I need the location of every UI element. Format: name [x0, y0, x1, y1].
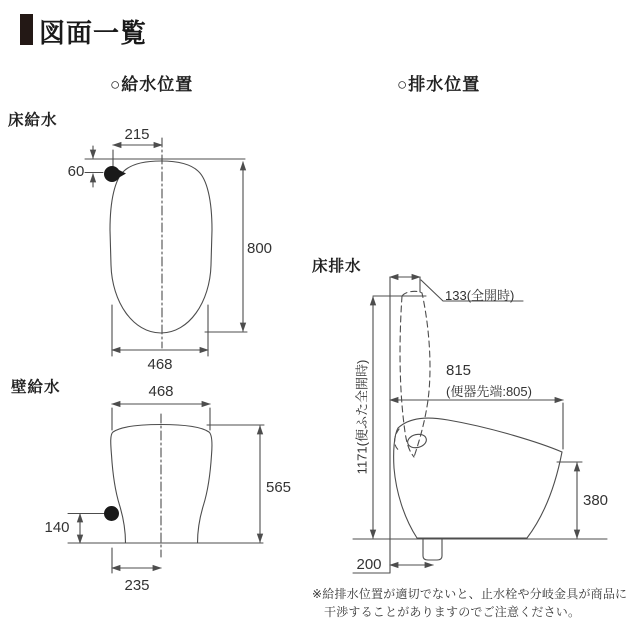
- lid-hinge: [406, 432, 428, 449]
- page-title: 図面一覧: [39, 18, 148, 48]
- dim-drain-depth: 815: [446, 362, 472, 379]
- floor-supply-label: 床給水: [8, 112, 58, 129]
- drain-section-heading: ○排水位置: [397, 75, 481, 94]
- dim-wall-supply-height: 565: [266, 479, 292, 496]
- title-accent-bar: [20, 14, 33, 45]
- dim-drain-lid-depth: 133(全開時): [445, 288, 515, 303]
- dim-wall-supply-offset: 235: [124, 577, 150, 594]
- footnote-line-2: 干渉することがありますのでご注意ください。: [324, 605, 581, 619]
- supply-position-dot-floor: [104, 166, 120, 182]
- dim-drain-depth-note: (便器先端:805): [446, 384, 532, 399]
- floor-supply-drawing: [85, 138, 247, 356]
- dim-floor-supply-top-offset: 215: [124, 126, 150, 143]
- dim-floor-supply-depth: 800: [247, 240, 273, 257]
- dim-drain-seat-height: 380: [583, 492, 609, 509]
- wall-supply-label: 壁給水: [11, 379, 61, 396]
- floor-drain-label: 床排水: [312, 258, 362, 275]
- wall-supply-drawing: [68, 404, 264, 573]
- dim-wall-supply-supply-height: 140: [44, 519, 70, 536]
- open-lid-outline: [400, 296, 414, 457]
- floor-drain-drawing: [353, 277, 607, 573]
- dim-drain-open-height: 1171(便ふた全開時): [354, 359, 370, 475]
- dim-drain-offset: 200: [356, 556, 382, 573]
- supply-position-dot-wall: [104, 506, 119, 521]
- toilet-profile: [394, 418, 562, 538]
- supply-section-heading: ○給水位置: [110, 75, 194, 94]
- footnote-line-1: ※給排水位置が適切でないと、止水栓や分岐金具が商品に: [312, 587, 628, 601]
- dim-floor-supply-side-offset: 60: [67, 163, 85, 180]
- dim-floor-supply-width: 468: [147, 356, 173, 373]
- drain-pipe: [423, 539, 442, 560]
- dim-wall-supply-width: 468: [148, 383, 174, 400]
